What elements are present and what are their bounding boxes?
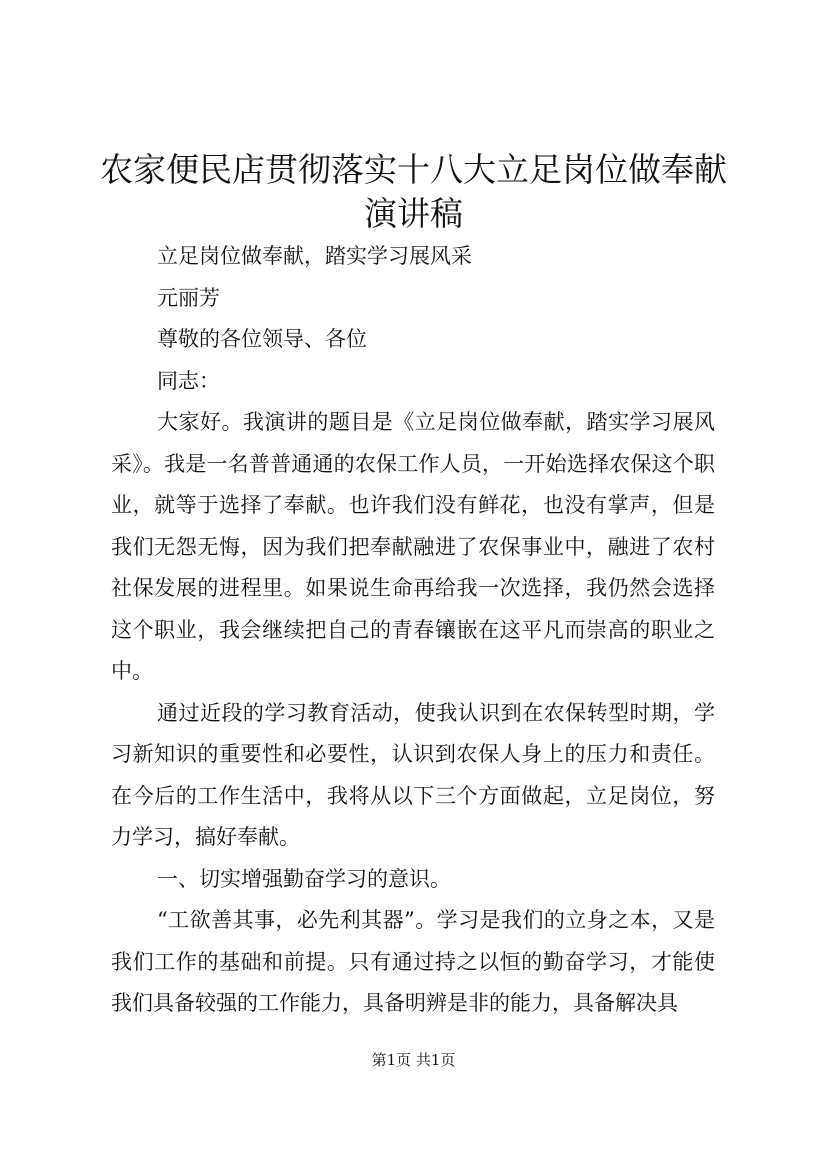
document-body: [111, 236, 715, 1025]
body-paragraph: 通过近段的学习教育活动，使我认识到在农保转型时期，学习新知识的重要性和必要性，认识到农保人身上的压力和责任。在今后的工作生活中，我将从以下三个方面做起，立足岗位，努力学习，搞好奉献。: [111, 700, 715, 849]
author-name: 元丽芳: [157, 285, 220, 310]
body-paragraph: “工欲善其事，必先利其器”。学习是我们的立身之本，又是我们工作的基础和前提。只有通过持之以恒的勤奋学习，才能使我们具备较强的工作能力，具备明辨是非的能力，具备解决具: [111, 908, 715, 1015]
document-title: 农家便民店贯彻落实十八大立足岗位做奉献演讲稿: [100, 150, 727, 233]
speech-subtitle: 立足岗位做奉献，踏实学习展风采: [157, 244, 472, 268]
body-paragraph: 大家好。我演讲的题目是《立足岗位做奉献，踏实学习展风采》。我是一名普普通通的农保工作人员，一开始选择农保这个职业，就等于选择了奉献。也许我们没有鲜花，也没有掌声，但是我们无怨无悔，因为我们把奉献融进了农保事业中，融进了农村社保发展的进程里。如果说生命再给我一次选择，我仍然会选择这个职业，我会继续把自己的青春镶嵌在这平凡而崇高的职业之中。: [111, 410, 715, 683]
section-heading: 一、切实增强勤奋学习的意识。: [157, 866, 451, 891]
page-number-footer: 第1页 共1页: [371, 1051, 456, 1069]
salutation-continued: 同志：: [157, 368, 220, 393]
salutation-line: 尊敬的各位领导、各位: [157, 327, 367, 351]
